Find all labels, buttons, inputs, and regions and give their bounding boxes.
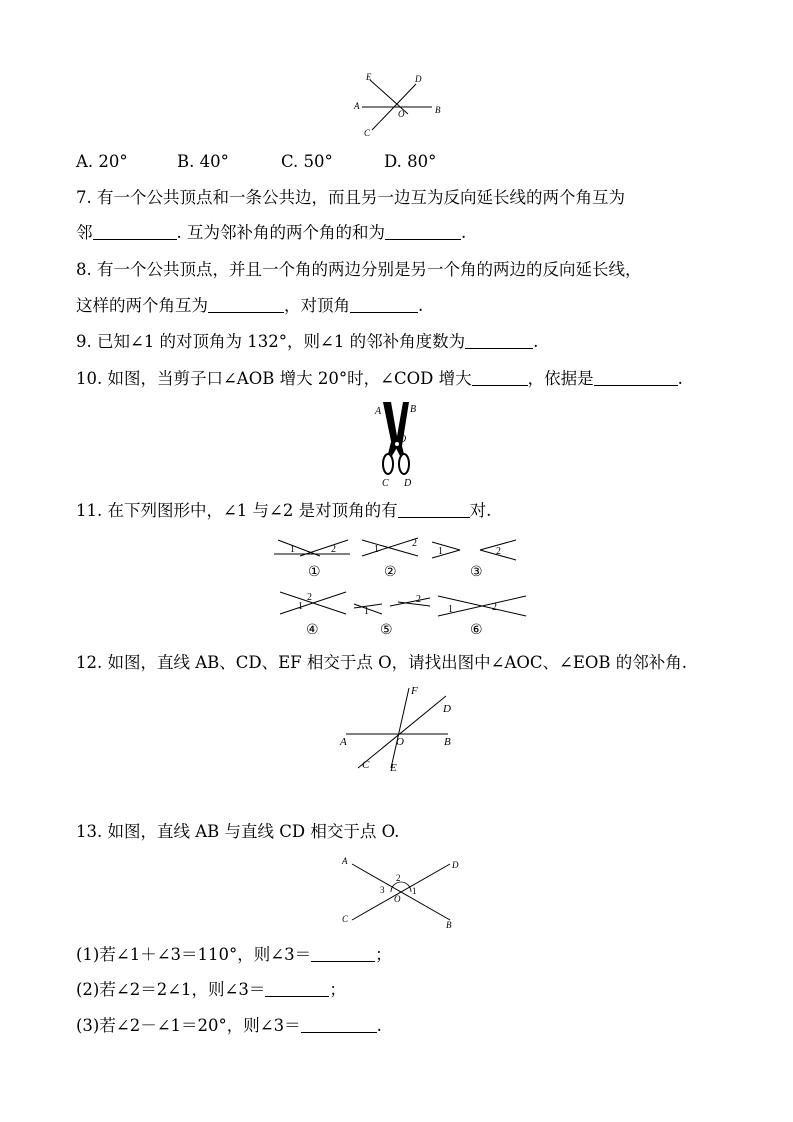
- svg-text:④: ④: [306, 622, 319, 638]
- svg-text:⑤: ⑤: [380, 622, 393, 638]
- answer-blank[interactable]: [311, 945, 375, 962]
- svg-text:1: 1: [290, 544, 295, 555]
- svg-text:A: A: [340, 736, 347, 748]
- svg-text:A: A: [342, 856, 348, 866]
- figure-q13: [338, 852, 462, 932]
- answer-blank[interactable]: [465, 332, 533, 349]
- question-10: 10. 如图，当剪子口∠AOB 增大 20°时，∠COD 增大 ，依据是 .: [76, 369, 683, 388]
- svg-text:D: D: [415, 74, 422, 84]
- svg-text:⑥: ⑥: [470, 622, 483, 638]
- svg-text:2: 2: [331, 544, 336, 555]
- figure-q12: [336, 682, 462, 774]
- answer-blank[interactable]: [265, 980, 329, 997]
- answer-blank[interactable]: [398, 501, 470, 518]
- svg-text:1: 1: [298, 601, 303, 612]
- question-13: 13. 如图，直线 AB 与直线 CD 相交于点 O.: [76, 822, 400, 841]
- svg-text:1: 1: [412, 886, 417, 896]
- svg-text:1: 1: [374, 544, 379, 555]
- svg-text:2: 2: [396, 873, 401, 883]
- fig11-5: [354, 594, 430, 617]
- option-b: B. 40°: [177, 152, 229, 171]
- svg-text:③: ③: [470, 564, 483, 580]
- svg-text:1: 1: [364, 606, 369, 617]
- fig11-1: [274, 540, 350, 556]
- svg-text:3: 3: [380, 885, 385, 895]
- question-8-line2: 这样的两个角互为 ，对顶角 .: [76, 296, 424, 315]
- svg-text:2: 2: [307, 592, 312, 603]
- answer-blank[interactable]: [350, 296, 418, 313]
- question-13-part3: (3)若∠2－∠1＝20°，则∠3＝ .: [76, 1016, 382, 1035]
- answer-blank[interactable]: [385, 223, 461, 240]
- answer-blank[interactable]: [594, 369, 678, 386]
- svg-text:B: B: [410, 404, 417, 415]
- question-7-line2: 邻 . 互为邻补角的两个角的和为 .: [76, 223, 467, 242]
- svg-text:A: A: [354, 101, 360, 111]
- svg-text:O: O: [399, 434, 407, 445]
- scissors-figure: [368, 398, 424, 490]
- svg-text:1: 1: [448, 604, 453, 615]
- fig11-6: [438, 596, 526, 616]
- svg-text:1: 1: [438, 546, 443, 557]
- svg-text:D: D: [404, 478, 412, 489]
- svg-text:D: D: [452, 860, 459, 870]
- option-c: C. 50°: [281, 152, 333, 171]
- fig11-2: [362, 538, 418, 556]
- svg-text:C: C: [342, 914, 349, 924]
- svg-text:O: O: [398, 109, 405, 119]
- svg-text:2: 2: [496, 546, 501, 557]
- question-12: 12. 如图，直线 AB、CD、EF 相交于点 O，请找出图中∠AOC、∠EOB 的邻补角.: [76, 653, 688, 672]
- question-9: 9. 已知∠1 的对顶角为 132°，则∠1 的邻补角度数为 .: [76, 332, 539, 351]
- svg-text:C: C: [362, 759, 370, 771]
- svg-text:D: D: [443, 703, 451, 715]
- question-13-part1: (1)若∠1＋∠3＝110°，则∠3＝ ；: [76, 945, 392, 964]
- answer-blank[interactable]: [93, 223, 177, 240]
- svg-text:2: 2: [492, 602, 497, 613]
- svg-text:E: E: [390, 762, 397, 774]
- svg-text:C: C: [382, 478, 389, 489]
- question-11: 11. 在下列图形中，∠1 与∠2 是对顶角的有 对.: [76, 501, 492, 520]
- svg-text:②: ②: [384, 564, 397, 580]
- question-8-line1: 8. 有一个公共顶点，并且一个角的两边分别是另一个角的两边的反向延长线，: [76, 260, 642, 279]
- svg-text:C: C: [364, 128, 371, 138]
- svg-text:2: 2: [416, 594, 421, 605]
- fig11-4: [280, 592, 346, 614]
- q11-figures: [270, 534, 530, 644]
- svg-text:A: A: [375, 406, 382, 417]
- figure-q6: [350, 70, 450, 140]
- option-a: A. 20°: [76, 152, 128, 171]
- svg-text:B: B: [435, 105, 441, 115]
- svg-text:B: B: [444, 736, 451, 748]
- svg-text:F: F: [411, 685, 418, 697]
- svg-text:E: E: [366, 72, 372, 82]
- answer-blank[interactable]: [301, 1016, 377, 1033]
- svg-text:O: O: [396, 736, 404, 748]
- fig11-3: [432, 540, 516, 560]
- question-7-line1: 7. 有一个公共顶点和一条公共边，而且另一边互为反向延长线的两个角互为: [76, 188, 625, 207]
- svg-text:2: 2: [412, 538, 417, 549]
- svg-text:B: B: [446, 920, 452, 930]
- question-13-part2: (2)若∠2＝2∠1，则∠3＝ ；: [76, 980, 346, 999]
- answer-blank[interactable]: [208, 296, 284, 313]
- svg-text:①: ①: [308, 564, 321, 580]
- answer-blank[interactable]: [472, 369, 528, 386]
- svg-text:O: O: [394, 894, 401, 904]
- option-d: D. 80°: [384, 152, 437, 171]
